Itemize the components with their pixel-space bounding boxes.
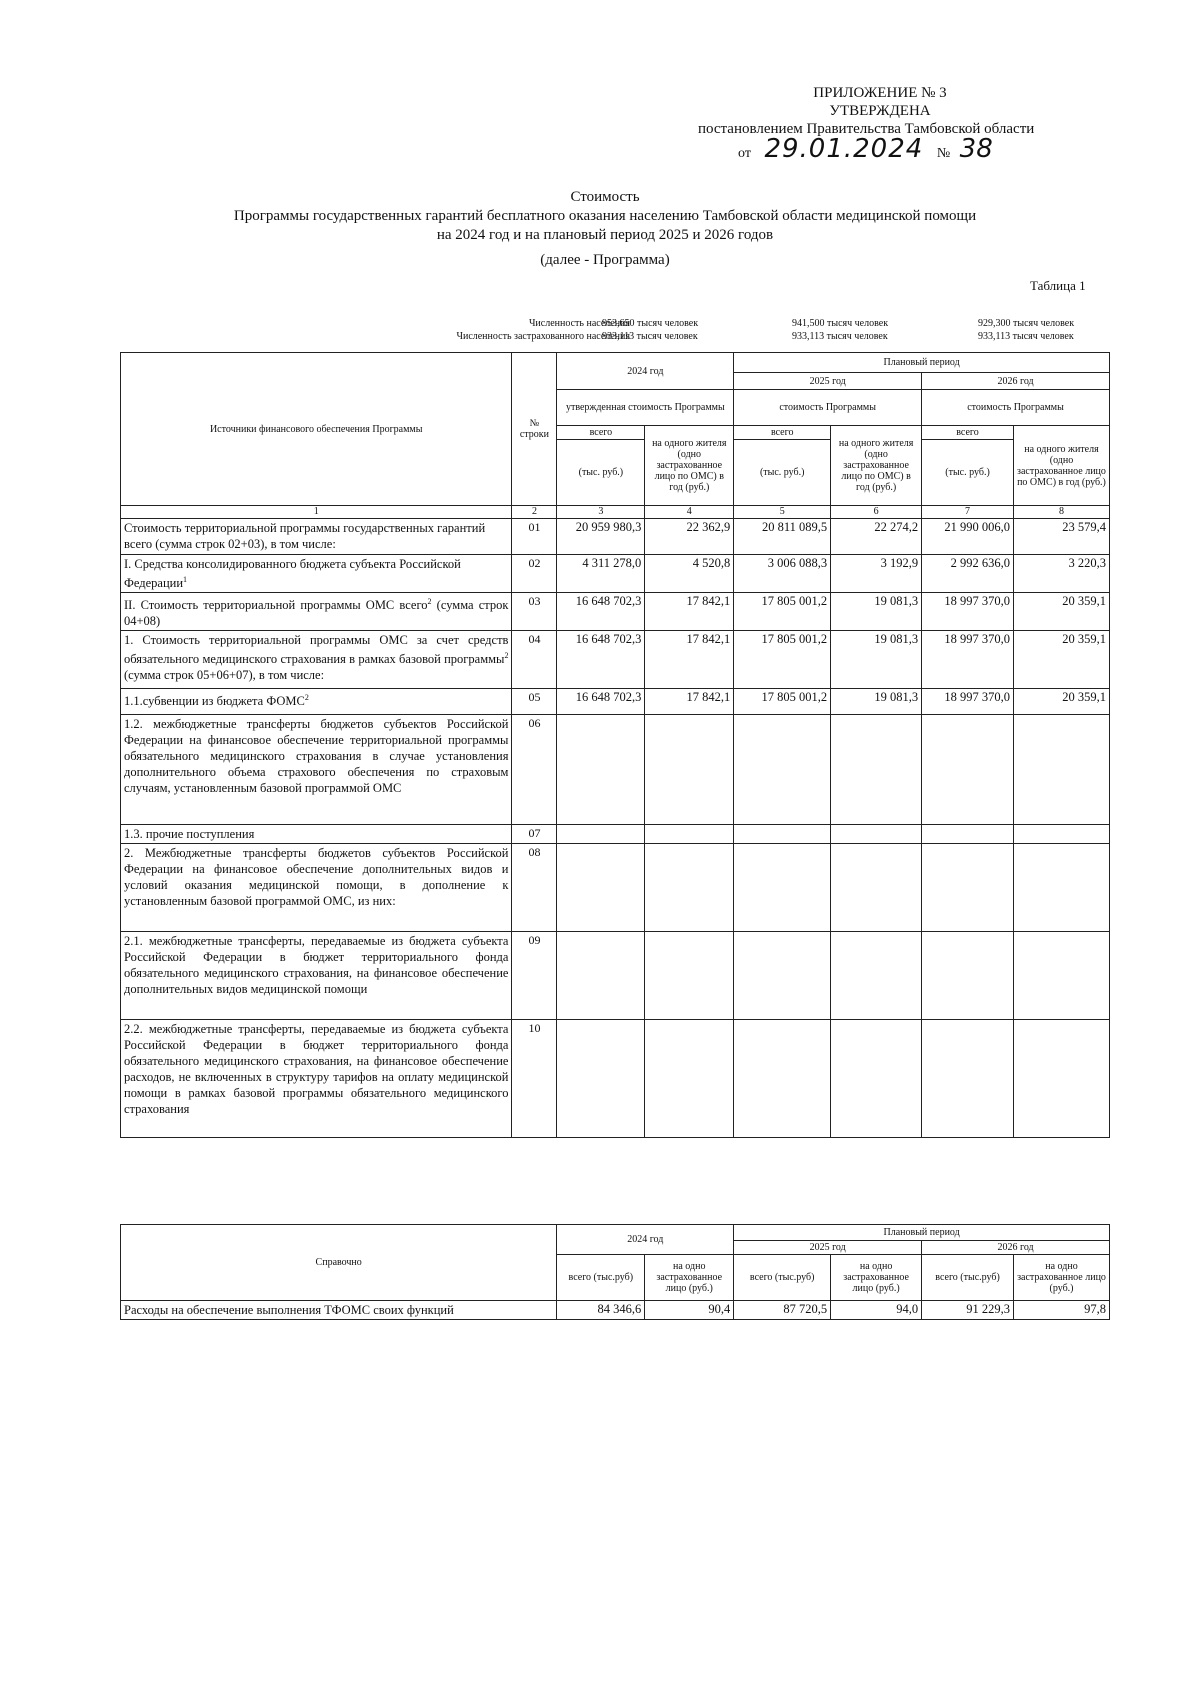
- value-cell: 16 648 702,3: [557, 631, 645, 689]
- ref-total-2026: всего (тыс.руб): [922, 1255, 1014, 1301]
- ref-value-5: 91 229,3: [922, 1301, 1014, 1320]
- row-label: [121, 844, 512, 932]
- value-cell: 20 811 089,5: [734, 519, 831, 555]
- value-cell: 20 359,1: [1013, 593, 1109, 631]
- ref-total-2025: всего (тыс.руб): [734, 1255, 831, 1301]
- decree-number: 38: [959, 134, 993, 164]
- reference-table: [120, 1224, 1110, 1320]
- table-row: [121, 932, 1110, 1020]
- row-label: [121, 689, 512, 715]
- value-cell: 17 842,1: [645, 593, 734, 631]
- row-label: [121, 631, 512, 689]
- number-prefix: №: [936, 146, 951, 161]
- value-cell: [1013, 1020, 1109, 1138]
- header-per-resident-2026: на одного жителя (одно застрахованное лицо по ОМС) в год (руб.): [1013, 426, 1109, 506]
- value-cell: 18 997 370,0: [922, 689, 1014, 715]
- value-cell: 18 997 370,0: [922, 631, 1014, 689]
- ref-row-expenses: [121, 1301, 1110, 1320]
- row-number: 02: [512, 555, 557, 593]
- header-total-2025: всего: [734, 426, 831, 440]
- value-cell: [645, 932, 734, 1020]
- ref-per-insured-2024: на одно застрахованное лицо (руб.): [645, 1255, 734, 1301]
- column-index-cell: 6: [831, 506, 922, 519]
- table-row: [121, 519, 1110, 555]
- ref-per-insured-2026: на одно застрахованное лицо (руб.): [1014, 1255, 1110, 1301]
- value-cell: 17 842,1: [645, 631, 734, 689]
- column-index-cell: 5: [734, 506, 831, 519]
- row-label-text: 2.2. межбюджетные трансферты, передаваемые из бюджета субъекта Российской Федерации в бюджет территориального фонда обязательного медицинского страхования, на финансовое обеспечение расходов, не включенных в структуру тарифов на оплату медицинской помощи в рамках базовой программы обязательного медицинского страхования: [124, 1022, 509, 1117]
- value-cell: 20 359,1: [1013, 631, 1109, 689]
- row-number: 09: [512, 932, 557, 1020]
- ref-header-2026: 2026 год: [922, 1241, 1110, 1255]
- footnote-mark: 2: [304, 693, 309, 703]
- value-cell: 17 805 001,2: [734, 593, 831, 631]
- header-2026: 2026 год: [922, 373, 1110, 390]
- ref-header-2024: 2024 год: [557, 1225, 734, 1255]
- table-row: [121, 715, 1110, 825]
- row-label: [121, 715, 512, 825]
- value-cell: 16 648 702,3: [557, 593, 645, 631]
- value-cell: [922, 932, 1014, 1020]
- row-label-text: 2.1. межбюджетные трансферты, передаваемые из бюджета субъекта Российской Федерации в бюджет территориального фонда обязательного медицинского страхования, на финансовое обеспечение дополнительных видов медицинской помощи: [124, 934, 509, 997]
- value-cell: [645, 1020, 734, 1138]
- population-insured-label: Численность застрахованного населения: [456, 331, 630, 342]
- row-label-text: 1.3. прочие поступления: [124, 827, 255, 842]
- value-cell: [1013, 715, 1109, 825]
- value-cell: [734, 932, 831, 1020]
- value-cell: [734, 715, 831, 825]
- value-cell: 19 081,3: [831, 593, 922, 631]
- header-2025: 2025 год: [734, 373, 922, 390]
- row-label-text: II. Стоимость территориальной программы ОМС всего: [124, 598, 428, 613]
- value-cell: [922, 1020, 1014, 1138]
- row-label-tail: (сумма строк 04+08): [124, 598, 509, 629]
- value-cell: [922, 715, 1014, 825]
- population-total-row: [120, 318, 1110, 331]
- column-index-cell: 7: [922, 506, 1014, 519]
- header-program-cost-2025: стоимость Программы: [734, 390, 922, 426]
- value-cell: 19 081,3: [831, 689, 922, 715]
- value-cell: 23 579,4: [1013, 519, 1109, 555]
- population-insured-row: [120, 331, 1110, 344]
- header-per-resident-2024: на одного жителя (одно застрахованное лицо по ОМС) в год (руб.): [645, 426, 734, 506]
- value-cell: [1013, 932, 1109, 1020]
- header-2024: 2024 год: [557, 353, 734, 390]
- value-cell: [734, 1020, 831, 1138]
- value-cell: [557, 715, 645, 825]
- value-cell: [557, 932, 645, 1020]
- table-row: [121, 631, 1110, 689]
- column-index-row: [121, 506, 1110, 519]
- table-row: [121, 1020, 1110, 1138]
- footnote-mark: 2: [427, 597, 432, 607]
- value-cell: [1013, 844, 1109, 932]
- row-label-text: I. Средства консолидированного бюджета субъекта Российской Федерации: [124, 557, 461, 591]
- header-approved-cost: утвержденная стоимость Программы: [557, 390, 734, 426]
- value-cell: 21 990 006,0: [922, 519, 1014, 555]
- row-label-text: Стоимость территориальной программы государственных гарантий всего (сумма строк 02+03), в том числе:: [124, 521, 486, 551]
- header-sources: Источники финансового обеспечения Программы: [121, 353, 512, 506]
- value-cell: [1013, 825, 1109, 844]
- row-label: [121, 593, 512, 631]
- ref-header: Справочно: [121, 1225, 557, 1301]
- population-total-2024: 953,650 тысяч человек: [602, 318, 699, 329]
- date-prefix: от: [738, 146, 751, 161]
- column-index-cell: 4: [645, 506, 734, 519]
- header-total-2024: всего: [557, 426, 645, 440]
- value-cell: 17 842,1: [645, 689, 734, 715]
- value-cell: [645, 715, 734, 825]
- approved-by: постановлением Правительства Тамбовской области: [698, 121, 1035, 137]
- value-cell: [831, 932, 922, 1020]
- population-insured-2026: 933,113 тысяч человек: [978, 331, 1074, 342]
- value-cell: 19 081,3: [831, 631, 922, 689]
- header-planning-period: Плановый период: [734, 353, 1110, 373]
- row-label: [121, 519, 512, 555]
- title-line-1: Стоимость: [570, 189, 640, 205]
- value-cell: [831, 715, 922, 825]
- table-row: [121, 844, 1110, 932]
- ref-row-label: Расходы на обеспечение выполнения ТФОМС своих функций: [121, 1301, 557, 1320]
- population-insured-2025: 933,113 тысяч человек: [792, 331, 888, 342]
- header-total-2026: всего: [922, 426, 1014, 440]
- ref-value-4: 94,0: [831, 1301, 922, 1320]
- row-number: 07: [512, 825, 557, 844]
- value-cell: 22 274,2: [831, 519, 922, 555]
- population-total-label: Численность населения: [528, 318, 630, 329]
- value-cell: 20 959 980,3: [557, 519, 645, 555]
- ref-value-6: 97,8: [1014, 1301, 1110, 1320]
- title-line-3: на 2024 год и на плановый период 2025 и 2026 годов: [436, 227, 774, 243]
- row-number: 03: [512, 593, 557, 631]
- approved-label: УТВЕРЖДЕНА: [829, 103, 931, 119]
- value-cell: [922, 844, 1014, 932]
- value-cell: 17 805 001,2: [734, 631, 831, 689]
- row-number: 04: [512, 631, 557, 689]
- value-cell: [831, 1020, 922, 1138]
- value-cell: [831, 825, 922, 844]
- ref-per-insured-2025: на одно застрахованное лицо (руб.): [831, 1255, 922, 1301]
- decree-date-line: [738, 134, 1070, 164]
- row-label-text: 1.2. межбюджетные трансферты бюджетов субъектов Российской Федерации на финансовое обеспечение территориальной программы обязательного медицинского страхования в случае установления дополнительного объема страхового обеспечения по страховым случаям, установленным базовой программой ОМС: [124, 717, 509, 796]
- footnote-mark: 2: [504, 651, 509, 661]
- value-cell: 4 311 278,0: [557, 555, 645, 593]
- table-row: [121, 825, 1110, 844]
- value-cell: 17 805 001,2: [734, 689, 831, 715]
- table-row: [121, 555, 1110, 593]
- value-cell: 20 359,1: [1013, 689, 1109, 715]
- row-label: [121, 1020, 512, 1138]
- row-label: [121, 932, 512, 1020]
- value-cell: [922, 825, 1014, 844]
- row-label-text: 2. Межбюджетные трансферты бюджетов субъектов Российской Федерации на финансовое обеспечение дополнительных видов и условий оказания медицинской помощи, в дополнение к установленным базовой программой ОМС, из них:: [124, 846, 509, 909]
- appendix-label: ПРИЛОЖЕНИЕ № 3: [813, 85, 947, 101]
- row-label-text: 1. Стоимость территориальной программы ОМС за счет средств обязательного медицинского страхования в рамках базовой программы: [124, 633, 509, 667]
- column-index-cell: 1: [121, 506, 512, 519]
- value-cell: [734, 844, 831, 932]
- value-cell: [734, 825, 831, 844]
- value-cell: [557, 1020, 645, 1138]
- population-total-2025: 941,500 тысяч человек: [792, 318, 889, 329]
- value-cell: 3 192,9: [831, 555, 922, 593]
- title-line-4: (далее - Программа): [540, 252, 670, 268]
- value-cell: 3 006 088,3: [734, 555, 831, 593]
- value-cell: [557, 825, 645, 844]
- header-program-cost-2026: стоимость Программы: [922, 390, 1110, 426]
- value-cell: 18 997 370,0: [922, 593, 1014, 631]
- row-number: 01: [512, 519, 557, 555]
- value-cell: 16 648 702,3: [557, 689, 645, 715]
- cost-table: [120, 352, 1110, 1138]
- header-unit-2025: (тыс. руб.): [734, 440, 831, 506]
- approval-block: [690, 84, 1070, 163]
- row-label-text: 1.1.субвенции из бюджета ФОМС: [124, 694, 305, 709]
- value-cell: [645, 844, 734, 932]
- ref-value-3: 87 720,5: [734, 1301, 831, 1320]
- row-label-tail: (сумма строк 05+06+07), в том числе:: [124, 668, 325, 683]
- ref-header-2025: 2025 год: [734, 1241, 922, 1255]
- header-row-number: № строки: [512, 353, 557, 506]
- row-number: 10: [512, 1020, 557, 1138]
- value-cell: 3 220,3: [1013, 555, 1109, 593]
- ref-value-1: 84 346,6: [557, 1301, 645, 1320]
- row-number: 06: [512, 715, 557, 825]
- value-cell: [645, 825, 734, 844]
- document-title: [160, 188, 1050, 270]
- value-cell: [557, 844, 645, 932]
- row-label: [121, 825, 512, 844]
- table-label: Таблица 1: [1030, 278, 1086, 293]
- population-total-2026: 929,300 тысяч человек: [978, 318, 1075, 329]
- header-per-resident-2025: на одного жителя (одно застрахованное лицо по ОМС) в год (руб.): [831, 426, 922, 506]
- value-cell: 4 520,8: [645, 555, 734, 593]
- header-unit-2024: (тыс. руб.): [557, 440, 645, 506]
- row-number: 08: [512, 844, 557, 932]
- table-row: [121, 689, 1110, 715]
- ref-header-planning-period: Плановый период: [734, 1225, 1110, 1241]
- row-number: 05: [512, 689, 557, 715]
- footnote-mark: 1: [183, 575, 188, 584]
- column-index-cell: 8: [1013, 506, 1109, 519]
- column-index-cell: 2: [512, 506, 557, 519]
- decree-date: 29.01.2024: [764, 134, 924, 164]
- population-insured-2024: 933,113 тысяч человек: [602, 331, 698, 342]
- ref-total-2024: всего (тыс.руб): [557, 1255, 645, 1301]
- ref-value-2: 90,4: [645, 1301, 734, 1320]
- header-unit-2026: (тыс. руб.): [922, 440, 1014, 506]
- row-label: [121, 555, 512, 593]
- value-cell: 2 992 636,0: [922, 555, 1014, 593]
- value-cell: [831, 844, 922, 932]
- title-line-2: Программы государственных гарантий бесплатного оказания населению Тамбовской области медицинской помощи: [233, 208, 977, 224]
- table-row: [121, 593, 1110, 631]
- column-index-cell: 3: [557, 506, 645, 519]
- value-cell: 22 362,9: [645, 519, 734, 555]
